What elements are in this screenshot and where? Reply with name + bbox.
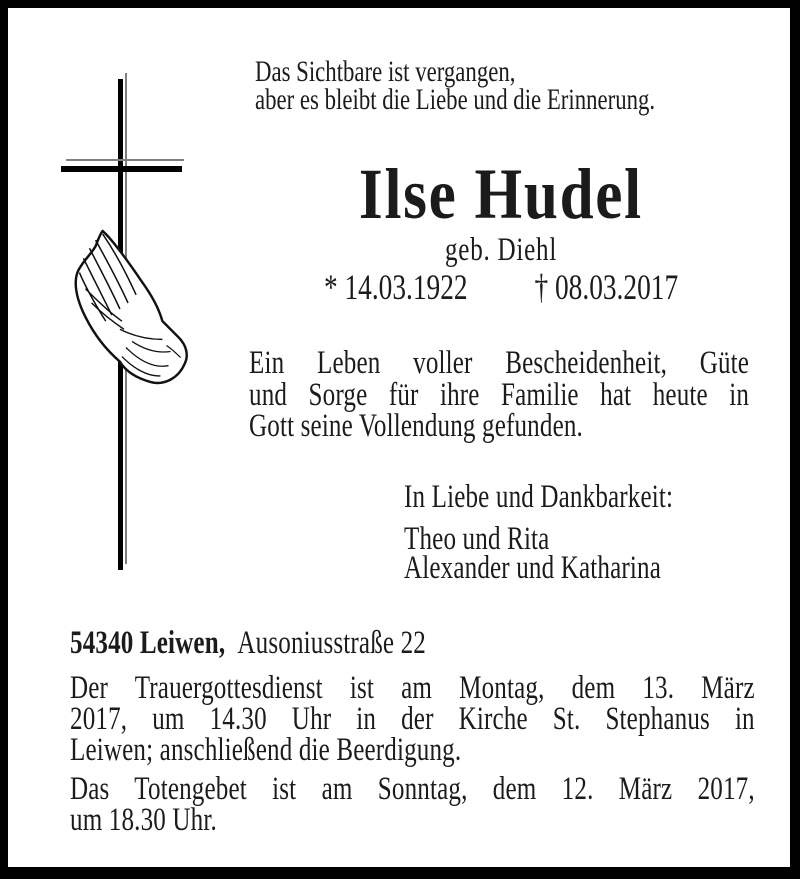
life-dates bbox=[251, 269, 751, 305]
birth-date: * 14.03.1922 bbox=[323, 267, 468, 307]
service-line-3: Leiwen; anschließend die Beerdigung. bbox=[70, 732, 462, 768]
prayer-paragraph bbox=[70, 771, 755, 838]
tribute-line-1: Ein Leben voller Bescheidenheit, Güte bbox=[249, 345, 750, 381]
deceased-name: Ilse Hudel bbox=[358, 154, 643, 234]
cross-horizontal-thick-line bbox=[61, 166, 182, 172]
street: Ausoniusstraße 22 bbox=[237, 625, 426, 661]
prayer-line-1: Das Totengebet ist am Sonntag, dem 12. März 2017, bbox=[70, 771, 755, 807]
verse-line-1: Das Sichtbare ist vergangen, bbox=[255, 55, 516, 88]
mourner-names-1: Theo und Rita bbox=[404, 521, 550, 557]
prayer-line-2: um 18.30 Uhr. bbox=[70, 802, 217, 838]
mourner-names-2: Alexander und Katharina bbox=[404, 550, 661, 586]
postal-city: 54340 Leiwen, bbox=[70, 625, 226, 661]
tribute-line-3: Gott seine Vollendung gefunden. bbox=[249, 408, 583, 444]
service-line-2: 2017, um 14.30 Uhr in der Kirche St. Stephanus in bbox=[70, 701, 755, 737]
praying-hands-icon bbox=[65, 228, 191, 390]
address-line bbox=[70, 625, 755, 661]
death-date: † 08.03.2017 bbox=[534, 267, 679, 307]
service-line-1: Der Trauergottesdienst ist am Montag, dem 13. März bbox=[70, 670, 755, 706]
verse-line-2: aber es bleibt die Liebe und die Erinnerung. bbox=[255, 82, 656, 116]
tribute-paragraph bbox=[249, 345, 750, 444]
opening-verse bbox=[255, 55, 787, 116]
service-paragraph bbox=[70, 670, 755, 768]
maiden-name: geb. Diehl bbox=[445, 232, 558, 268]
cross-horizontal-thin-line bbox=[66, 159, 184, 161]
mourners-intro: In Liebe und Dankbarkeit: bbox=[404, 479, 674, 515]
tribute-line-2: und Sorge für ihre Familie hat heute in bbox=[249, 376, 750, 413]
